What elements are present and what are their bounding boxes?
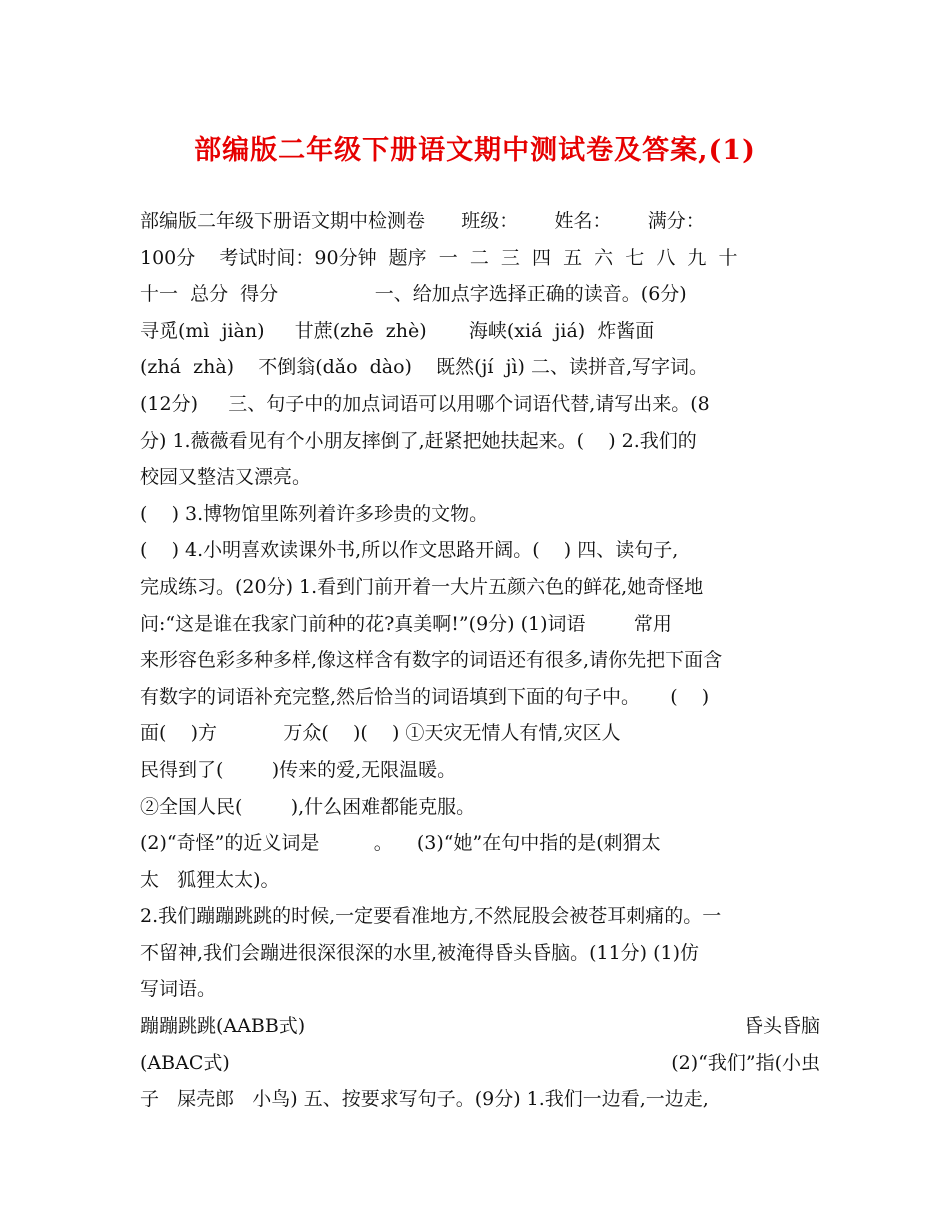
text-row-split	[140, 1008, 820, 1045]
document-body	[140, 203, 820, 1118]
text-segment-right: (2)“我们”指(小虫	[671, 1051, 820, 1074]
text-segment-right: 昏头昏脑	[743, 1015, 820, 1038]
text-line: (2)“奇怪”的近义词是 。 (3)“她”在句中指的是(刺猬太	[140, 832, 661, 855]
text-line: 子 屎壳郎 小鸟) 五、按要求写句子。(9分) 1.我们一边看,一边走,	[140, 1088, 709, 1111]
text-line: 100分 考试时间：90分钟 题序 一 二 三 四 五 六 七 八 九 十	[140, 246, 738, 269]
text-line: 问:“这是谁在我家门前种的花?真美啊!”(9分) (1)词语 常用	[140, 612, 672, 635]
text-line: (zhá zhà) 不倒翁(dǎo dào) 既然(jí jì) 二、读拼音,写字词。	[140, 356, 709, 379]
text-line: 校园又整洁又漂亮。	[140, 466, 312, 489]
text-line: 2.我们蹦蹦跳跳的时候,一定要看准地方,不然屁股会被苍耳刺痛的。一	[140, 905, 722, 928]
text-line: 十一 总分 得分 一、给加点字选择正确的读音。(6分)	[140, 283, 687, 306]
text-line: 写词语。	[140, 978, 217, 1001]
text-line: ( ) 4.小明喜欢读课外书,所以作文思路开阔。( ) 四、读句子,	[140, 539, 679, 562]
text-line: 太 狐狸太太)。	[140, 868, 280, 891]
text-line: 有数字的词语补充完整,然后恰当的词语填到下面的句子中。 ( )	[140, 685, 710, 708]
text-line: 来形容色彩多种多样,像这样含有数字的词语还有很多,请你先把下面含	[140, 649, 723, 672]
text-line: 寻觅(mì jiàn) 甘蔗(zhē zhè) 海峡(xiá jiá) 炸酱面	[140, 319, 655, 342]
text-line: 民得到了( )传来的爱,无限温暖。	[140, 758, 457, 781]
text-row-split	[140, 1045, 820, 1082]
text-line: 分) 1.薇薇看见有个小朋友摔倒了,赶紧把她扶起来。( ) 2.我们的	[140, 429, 697, 452]
text-line: 面( )方 万众( )( ) ①天灾无情人有情,灾区人	[140, 722, 621, 745]
text-line: ( ) 3.博物馆里陈列着许多珍贵的文物。	[140, 502, 489, 525]
text-line: 不留神,我们会蹦进很深很深的水里,被淹得昏头昏脑。(11分) (1)仿	[140, 941, 700, 964]
document-title: 部编版二年级下册语文期中测试卷及答案,(1)	[194, 135, 756, 166]
text-segment-left: (ABAC式)	[140, 1051, 230, 1074]
text-line: ②全国人民( ),什么困难都能克服。	[140, 795, 476, 818]
text-line: 完成练习。(20分) 1.看到门前开着一大片五颜六色的鲜花,她奇怪地	[140, 575, 704, 598]
text-segment-left: 蹦蹦跳跳(AABB式)	[140, 1015, 306, 1038]
text-line: 部编版二年级下册语文期中检测卷 班级： 姓名： 满分：	[140, 210, 705, 232]
text-line: (12分) 三、句子中的加点词语可以用哪个词语代替,请写出来。(8	[140, 392, 710, 415]
